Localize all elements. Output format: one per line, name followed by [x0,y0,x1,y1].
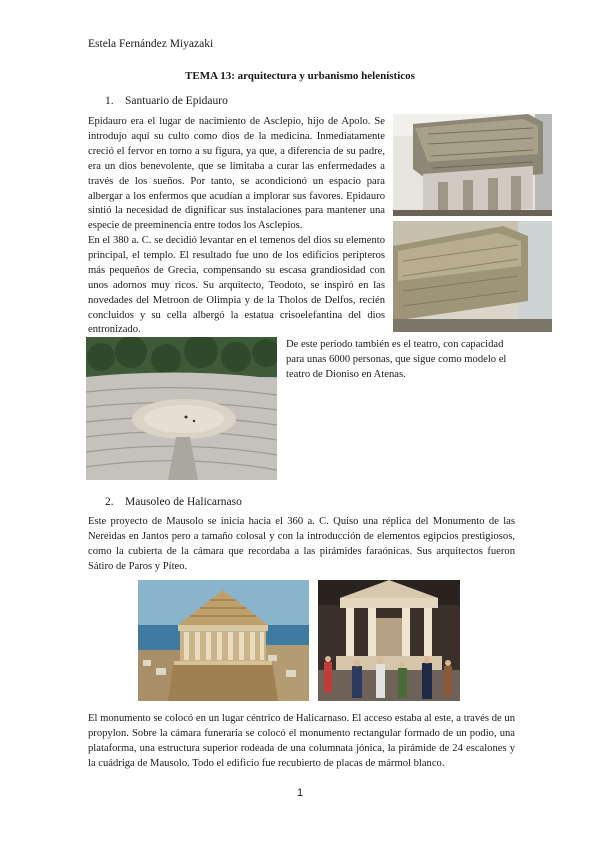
section-number: 2. [105,496,114,508]
tholos-fragment-photo [393,221,552,332]
document-author: Estela Fernández Miyazaki [88,38,214,50]
nereid-monument-photo [318,580,460,701]
paragraph-epidauro-theatre: De este período también es el teatro, con capacidad para unas 6000 personas, que sigue como modelo el teatro de Dioniso en Atenas. [286,339,507,380]
section-heading-mausoleo [105,496,242,508]
paragraph-epidauro-temple: En el 380 a. C. se decidió levantar en el temenos del dios su elemento principal, el templo. El resultado fue uno de los edificios perípteros más pequeños de Grecia, compensando su escasa grandiosidad con unos adornos muy ricos. Su arquitecto, Teodoto, se inspiró en las novedades del Metroon de Olimpia y de la Tholos de Delfos, recién concluidos y su cella albergó la estatua crisoelefantina del dios entronizado. [88,235,385,336]
section-title: Mausoleo de Halicarnaso [125,496,242,508]
section-heading-epidauro [105,95,228,107]
tholos-ceiling-photo [393,114,552,216]
paragraph-mausoleo-description: El monumento se colocó en un lugar céntrico de Halicarnaso. El acceso estaba al este, a través de un propylon. Sobre la cámara funeraria se colocó el monumento rectangular formado de un podio, una plataforma, una estructura superior rodeada de una columnata jónica, la pirámide de 24 escalones y la cuádriga de Mausolo. Todo el edificio fue recubierto de placas de mármol blanco. [88,713,515,769]
mausoleum-reconstruction-image [138,580,309,701]
section-number: 1. [105,95,114,107]
page-number: 1 [296,787,304,799]
document-title: TEMA 13: arquitectura y urbanismo helenísticos [185,70,415,82]
section-title: Santuario de Epidauro [125,95,228,107]
paragraph-epidauro-origin: Epidauro era el lugar de nacimiento de Asclepio, hijo de Apolo. Se introdujo aquí su culto como dios de la medicina. Inmediatamente creció el fervor en torno a su figura, ya que, a diferencia de su padre, era un dios benevolente, que se limitaba a curar las enfermedades a través de los sueños. Por tanto, se acondicionó un espacio para albergar a los enfermos que acudían a implorar sus favores. Epidauro sintió la necesidad de dignificar sus instalaciones para mantener una especie de preeminencia entre todos los Asclepios. [88,116,385,232]
epidaurus-theatre-photo [86,337,277,480]
paragraph-mausoleo-project: Este proyecto de Mausolo se inicia hacia el 360 a. C. Quiso una réplica del Monumento de las Nereidas en Jantos pero a tamaño colosal y con la introducción de elementos egipcios prestigiosos, como la cubierta de la cámara que recordaba a las pirámides faraónicas. Sus arquitectos fueron Sátiro de Paros y Píteo. [88,516,515,572]
